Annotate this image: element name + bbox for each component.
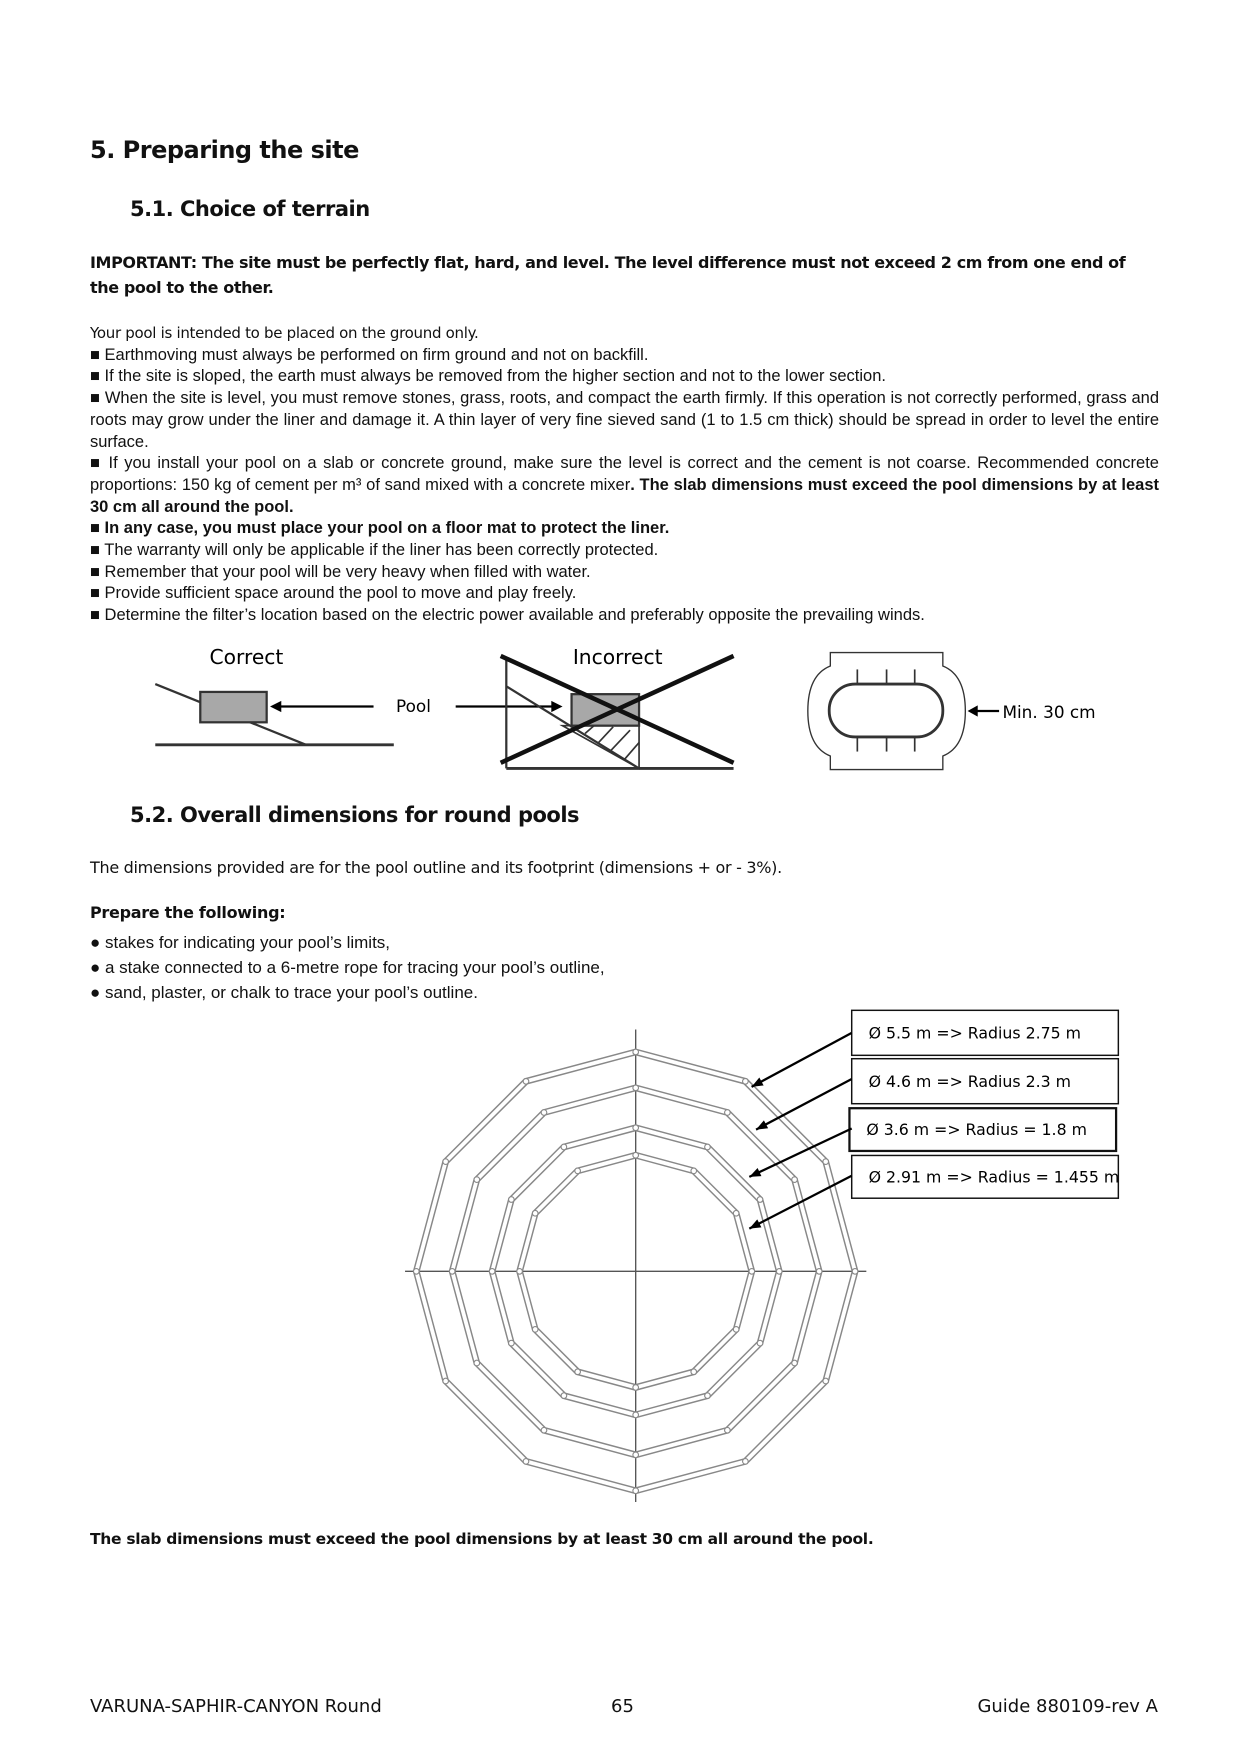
- arrow-head: [752, 1078, 764, 1087]
- paragraph: ■ In any case, you must place your pool on a floor mat to protect the liner.: [90, 519, 670, 538]
- correct-label: Correct: [209, 644, 284, 669]
- list-item: ● sand, plaster, or chalk to trace your pool’s outline.: [90, 983, 478, 1002]
- subsection-title-terrain: 5.1. Choice of terrain: [130, 197, 370, 221]
- section-title: 5. Preparing the site: [90, 136, 359, 164]
- pool-size-label: Ø 2.91 m => Radius = 1.455 m: [868, 1167, 1120, 1187]
- paragraph: ■ Remember that your pool will be very heavy when filled with water.: [90, 562, 591, 581]
- list-item: ● a stake connected to a 6-metre rope for tracing your pool’s outline,: [90, 958, 605, 977]
- arrow-head: [749, 1168, 761, 1177]
- correct-diagram: [155, 645, 394, 745]
- arrow: [752, 1033, 852, 1087]
- incorrect-label: Incorrect: [572, 644, 663, 669]
- pool-size-label: Ø 5.5 m => Radius 2.75 m: [868, 1023, 1082, 1043]
- paragraph: ■ When the site is level, you must remove stones, grass, roots, and compact the earth firmly. If this operation is not correctly performed, grass and roots may grow under the liner and damage it. A thin layer of very fine sieved sand (1 to 1.5 cm thick) should be spread in order to level the entire surface.: [90, 389, 1159, 451]
- pool-size-label: Ø 3.6 m => Radius = 1.8 m: [866, 1120, 1087, 1140]
- paragraph: ■ Earthmoving must always be performed on firm ground and not on backfill.: [90, 345, 649, 364]
- pool-box: [200, 692, 266, 722]
- footer-left: VARUNA-SAPHIR-CANYON Round: [90, 1696, 382, 1717]
- pool-box: [572, 694, 640, 726]
- pool-size-label: Ø 4.6 m => Radius 2.3 m: [868, 1071, 1072, 1091]
- paragraph-text: ■ If you install your pool on a slab or concrete ground, make sure the level is correct and the cement is not coarse. Recommended concrete proportions: 150 kg of cement per m³ of sand mixed with a concrete mixer: [90, 454, 1159, 494]
- footer-right: Guide 880109-rev A: [977, 1696, 1158, 1717]
- paragraph: ■ Provide sufficient space around the pool to move and play freely.: [90, 584, 577, 603]
- clearance-diagram: [808, 653, 999, 770]
- arrow-head: [749, 1219, 761, 1228]
- paragraph: ■ Determine the filter’s location based on the electric power available and preferably opposite the prevailing winds.: [90, 606, 925, 625]
- dimensions-text: The dimensions provided are for the pool outline and its footprint (dimensions + or - 3%).: [90, 858, 782, 877]
- slab-note: The slab dimensions must exceed the pool dimensions by at least 30 cm all around the pool.: [90, 1530, 874, 1548]
- pool-label: Pool: [396, 696, 431, 717]
- page-number: 65: [611, 1696, 634, 1717]
- paragraph: Your pool is intended to be placed on the ground only.: [90, 324, 479, 342]
- list-item: ● stakes for indicating your pool’s limits,: [90, 933, 391, 952]
- paragraph: ■ The warranty will only be applicable if the liner has been correctly protected.: [90, 541, 659, 560]
- prepare-title: Prepare the following:: [90, 903, 286, 922]
- arrow-head: [756, 1120, 768, 1129]
- min-clearance-label: Min. 30 cm: [1002, 701, 1096, 722]
- important-notice: IMPORTANT: The site must be perfectly flat, hard, and level. The level difference must not exceed 2 cm from one end of the pool to the other.: [90, 253, 1126, 297]
- round-pools-diagram: [405, 1010, 1119, 1502]
- paragraph-bold-text: . The slab dimensions must exceed the pool dimensions by at least 30 cm all around the pool.: [90, 475, 1159, 516]
- paragraph: ■ If the site is sloped, the earth must always be removed from the higher section and not to the lower section.: [90, 367, 886, 386]
- subsection-title-dimensions: 5.2. Overall dimensions for round pools: [130, 803, 580, 827]
